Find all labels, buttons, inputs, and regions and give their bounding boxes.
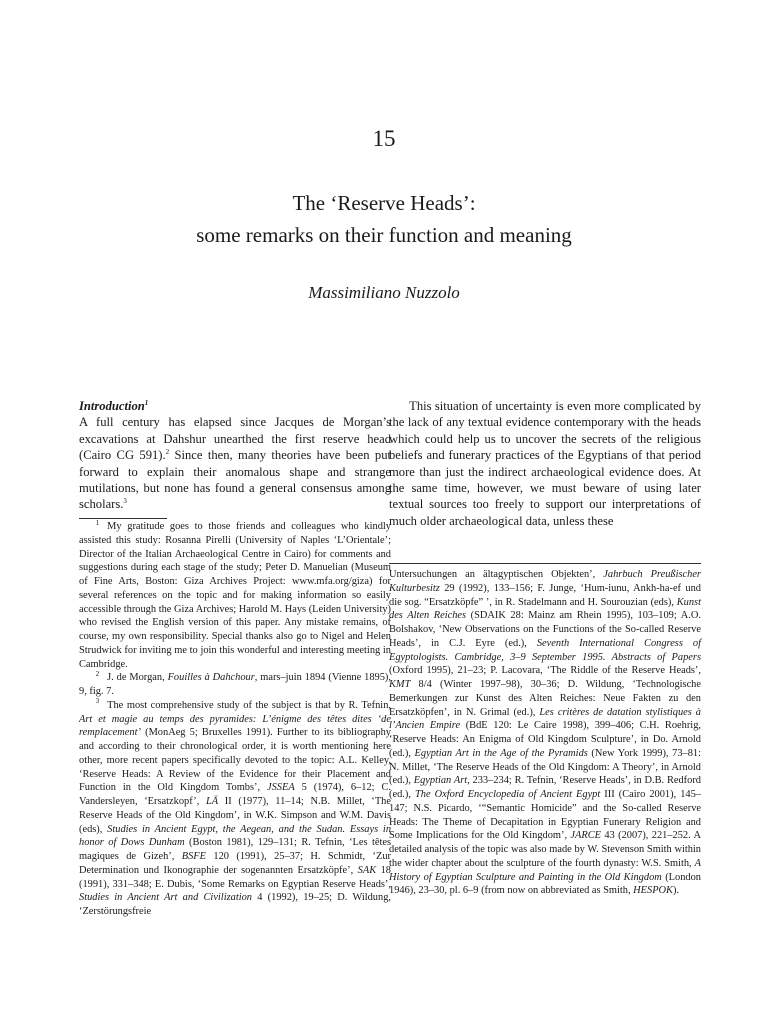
chapter-title-line-1: The ‘Reserve Heads’: bbox=[292, 191, 476, 215]
author-name: Massimiliano Nuzzolo bbox=[308, 283, 460, 302]
footnote-separator-left bbox=[79, 518, 167, 519]
body-paragraph: This situation of uncertainty is even more complicated by the lack of any textual evidence contemporary with the heads which could help us to uncover the secrets of the religious beliefs and funerary practices of the Egyptians of that period more than just the indirect archaeological evidence does. At the same time, however, we must beware of using later textual sources too freely to support our interpretations of much older archaeological data, unless these bbox=[389, 399, 701, 528]
right-column-body bbox=[389, 398, 701, 529]
chapter-title bbox=[60, 187, 708, 251]
footnote-separator-right bbox=[389, 563, 701, 564]
left-footnotes bbox=[79, 520, 391, 919]
footnote-2: $^2$ J. de Morgan, Fouilles à Dahchour, mars–juin 1894 (Vienne 1895), 9, fig. 7. bbox=[79, 669, 391, 697]
footnote-ref-1[interactable]: 1 bbox=[144, 398, 149, 407]
footnote-3: $^3$ The most comprehensive study of the subject is that by R. Tefnin, Art et magie au temps des pyramides: L’énigme des têtes dites ‘de remplacement’ (MonAeg 5; Bruxelles 1991). Further to its bibliography and according to their chronological order, it is worth mentioning here other, more recent papers specifically devoted to the topic: A.L. Kelley, ‘Reserve Heads: A Review of the Evidence for their Placement and Function in the Old Kingdom Tombs’, JSSEA 5 (1974), 6–12; C. Vandersleyen, ‘Ersatzkopf’, LÄ II (1977), 11–14; N.B. Millet, ‘The Reserve Heads of the Old Kingdom’, in W.K. Simpson and W.M. Davis (eds), Studies in Ancient Egypt, the Aegean, and the Sudan. Essays in honor of Dows Dunham (Boston 1981), 129–131; R. Tefnin, ‘Les têtes magiques de Gizeh’, BSFE 120 (1991), 25–37; H. Schmidt, ‘Zur Determination und Ikonographie der sogenannten Ersatzköpfe’, SAK 18 (1991), 331–348; E. Dubis, ‘Some Remarks on Egyptian Reserve Heads’, Studies in Ancient Art and Civilization 4 (1992), 19–25; D. Wildung, ‘Zerstörungsfreie bbox=[79, 697, 392, 917]
footnote-1: $^1$ My gratitude goes to those friends and colleagues who kindly assisted this study: Rosanna Pirelli (University of Naples ‘L’Orientale’; Director of the Italian Archaeological Centre in Cairo) for comments and suggestions during each stage of the study; Peter D. Manuelian (Museum of Fine Arts, Boston: Giza Archives Project: www.mfa.org/giza) for several references on the topic and for making information so easily accessible through the Giza Archives; Harold M. Hays (Leiden University) who revised the English version of this paper. Any mistake remains, of course, my own responsibility. Special thanks also go to Nigel and Helen Strudwick for inviting me to join this wonderful and interesting meeting in Cambridge. bbox=[79, 518, 391, 670]
left-column-body bbox=[79, 398, 391, 513]
chapter-number: 15 bbox=[372, 126, 396, 151]
footnote-3-continued: Untersuchungen an ältagyptischen Objekten’, Jahrbuch Preußischer Kulturbesitz 29 (1992), 133–156; F. Junge, ‘Hum-iunu, Ankh-ha-ef und die sog. “Ersatzköpfe” ’, in R. Stadelmann and H. Sourouzian (eds), Kunst des Alten Reiches (SDAIK 28: Mainz am Rhein 1995), 103–109; A.O. Bolshakov, ‘New Observations on the Functions of the So-called Reserve Heads’, in C.J. Eyre (ed.), Seventh International Congress of Egyptologists. Cambridge, 3–9 September 1995. Abstracts of Papers (Oxford 1995), 21–23; P. Lacovara, ‘The Riddle of the Reserve Heads’, KMT 8/4 (Winter 1997–98), 30–36; D. Wildung, ‘Technologische Bemerkungen zur Kunst des Alten Reiches: Neue Fakten zu den Ersatzköpfen’, in N. Grimal (ed.), Les critères de datation stylistiques à l’Ancien Empire (BdE 120: Le Caire 1998), 399–406; C.H. Roehrig, ‘Reserve Heads: An Enigma of Old Kingdom Sculpture’, in Do. Arnold (ed.), Egyptian Art in the Age of the Pyramids (New York 1999), 73–81: N. Millet, ‘The Reserve Heads of the Old Kingdom: A Theory’, in Arnold (ed.), Egyptian Art, 233–234; R. Tefnin, ‘Reserve Heads’, in D.B. Redford (ed.), The Oxford Encyclopedia of Ancient Egypt III (Cairo 2001), 145–147; N.S. Picardo, ‘“Semantic Homicide” and the So-called Reserve Heads: The Theme of Decapitation in Egyptian Funerary Religion and Some Implications for the Old Kingdom’, JARCE 43 (2007), 221–252. A detailed analysis of the topic was also made by W. Stevenson Smith within the wider chapter about the sculpture of the fourth dynasty: W.S. Smith, A History of Egyptian Sculpture and Painting in the Old Kingdom (London 1946), 23–30, pl. 6–9 (from now on abbreviated as Smith, HESPOK). bbox=[389, 569, 701, 897]
footnote-ref-3[interactable]: 3 bbox=[123, 497, 127, 506]
footnote-ref-2[interactable]: 2 bbox=[165, 448, 170, 457]
introduction-paragraph: A full century has elapsed since Jacques de Morgan’s excavations at Dahshur unearthed the first reserve head (Cairo CG 591).$^2$ Since then, many theories have been put forward to explain their anomalous shape and strange mutilations, but none has found a general consensus among scholars.$^3$ bbox=[79, 415, 391, 512]
right-footnotes bbox=[389, 568, 701, 898]
introduction-heading: Introduction$^1$ bbox=[79, 398, 149, 413]
chapter-title-line-2: some remarks on their function and meaning bbox=[196, 223, 572, 247]
